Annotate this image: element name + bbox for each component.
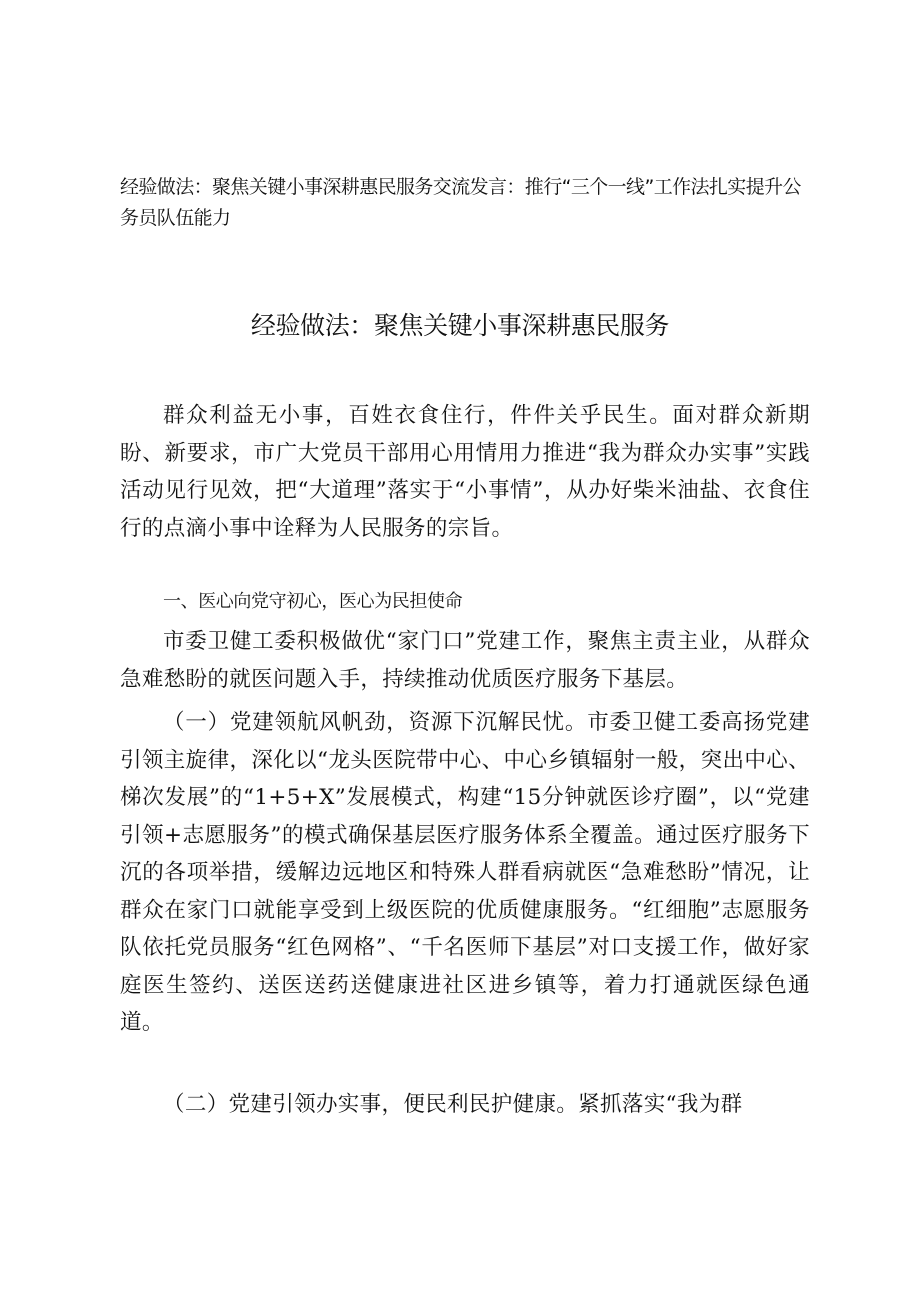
section-intro-paragraph: 市委卫健工委积极做优“家门口”党建工作，聚焦主责主业，从群众急难愁盼的就医问题入手，持续推动优质医疗服务下基层。 [120, 629, 810, 692]
subsection-1-paragraph: （一）党建领航风帆劲，资源下沉解民忧。市委卫健工委高扬党建引领主旋律，深化以“龙头医院带中心、中心乡镇辐射一般，突出中心、梯次发展”的“1+5+X”发展模式，构建“15分钟就医诊疗圈”，以“党建引领+志愿服务”的模式确保基层医疗服务体系全覆盖。通过医疗服务下沉的各项举措，缓解边远地区和特殊人群看病就医“急难愁盼”情况，让群众在家门口就能享受到上级医院的优质健康服务。“红细胞”志愿服务队依托党员服务“红色网格”、“千名医师下基层”对口支援工作，做好家庭医生签约、送医送药送健康进社区进乡镇等，着力打通就医绿色通道。 [120, 710, 810, 1035]
document-header-title: 经验做法：聚焦关键小事深耕惠民服务交流发言：推行“三个一线”工作法扎实提升公务员队伍能力 [120, 176, 801, 229]
intro-paragraph: 群众利益无小事，百姓衣食住行，件件关乎民生。面对群众新期盼、新要求，市广大党员干部用心用情用力推进“我为群众办实事”实践活动见行见效，把“大道理”落实于“小事情”，从办好柴米油盐、衣食住行的点滴小事中诠释为人民服务的宗旨。 [120, 403, 810, 541]
subsection-2-paragraph: （二）党建引领办实事，便民利民护健康。紧抓落实“我为群 [163, 1092, 743, 1117]
document-main-title: 经验做法：聚焦关键小事深耕惠民服务 [250, 311, 670, 340]
section-heading: 一、医心向党守初心，医心为民担使命 [163, 591, 463, 612]
